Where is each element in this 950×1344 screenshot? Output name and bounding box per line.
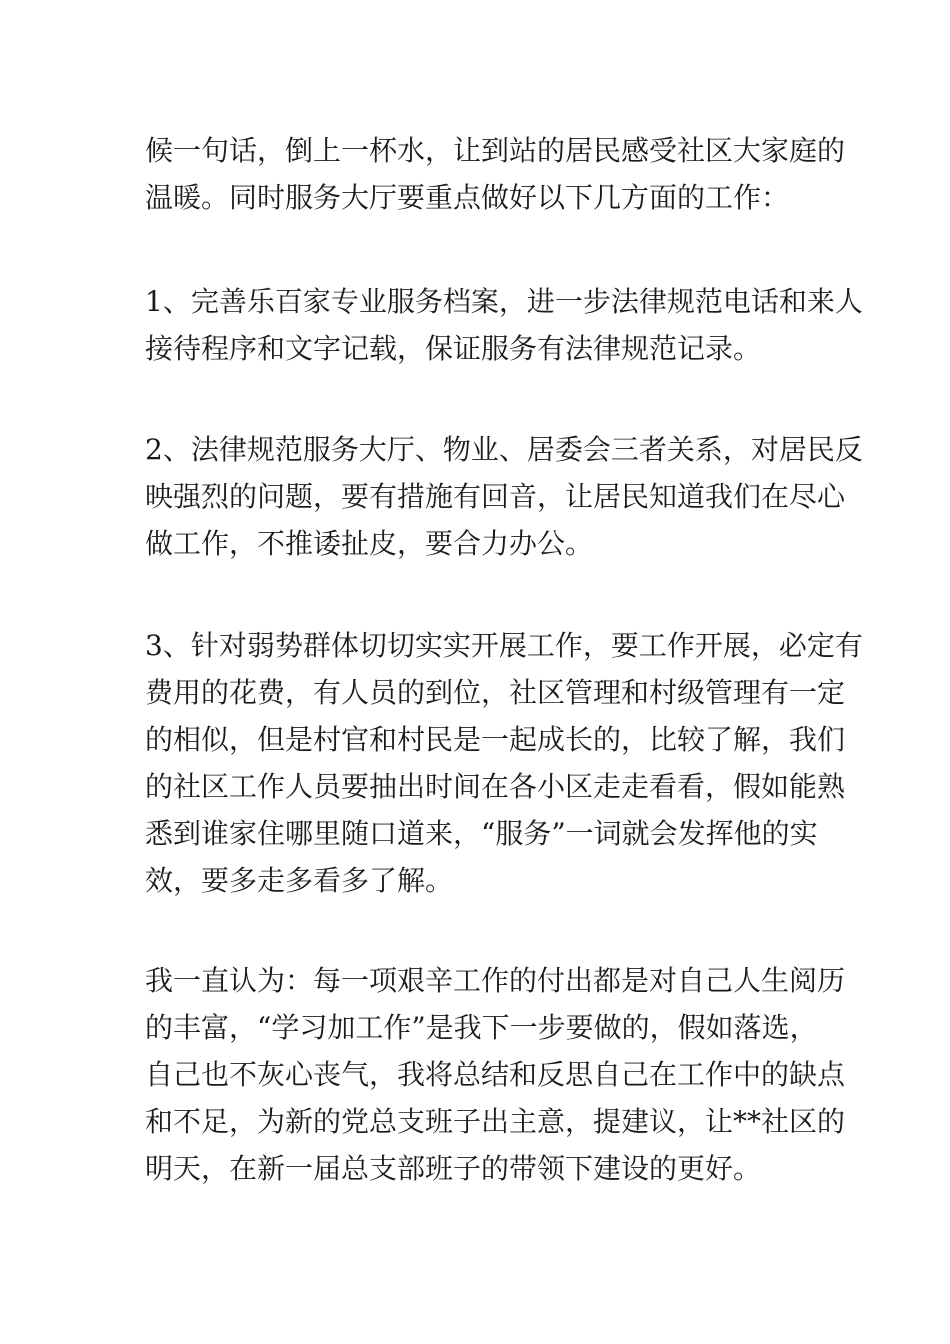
paragraph-item-1 — [145, 278, 863, 372]
text-line: 1、完善乐百家专业服务档案，进一步法律规范电话和来人 — [145, 285, 863, 318]
text-line: 效，要多走多看多了解。 — [145, 864, 454, 897]
text-line: 做工作，不推诿扯皮，要合力办公。 — [145, 527, 594, 560]
text-line: 自己也不灰心丧气，我将总结和反思自己在工作中的缺点 — [145, 1058, 846, 1091]
text-line: 的相似，但是村官和村民是一起成长的，比较了解，我们 — [145, 723, 846, 756]
text-line: 接待程序和文字记载，保证服务有法律规范记录。 — [145, 332, 762, 365]
text-line: 的丰富，“学习加工作”是我下一步要做的，假如落选， — [145, 1011, 818, 1044]
paragraph-item-2 — [145, 426, 863, 567]
paragraph-item-3 — [145, 622, 863, 904]
paragraph-conclusion — [145, 957, 846, 1192]
text-line: 映强烈的问题，要有措施有回音，让居民知道我们在尽心 — [145, 480, 846, 513]
text-line: 温暖。同时服务大厅要重点做好以下几方面的工作： — [145, 181, 790, 214]
text-line: 和不足，为新的党总支班子出主意，提建议，让**社区的 — [145, 1105, 846, 1138]
text-line: 3、针对弱势群体切切实实开展工作，要工作开展，必定有 — [145, 629, 863, 662]
text-line: 费用的花费，有人员的到位，社区管理和村级管理有一定 — [145, 676, 846, 709]
text-line: 明天，在新一届总支部班子的带领下建设的更好。 — [145, 1152, 762, 1185]
text-line: 2、法律规范服务大厅、物业、居委会三者关系，对居民反 — [145, 433, 863, 466]
text-line: 的社区工作人员要抽出时间在各小区走走看看，假如能熟 — [145, 770, 846, 803]
text-line: 我一直认为：每一项艰辛工作的付出都是对自己人生阅历 — [145, 964, 846, 997]
paragraph-intro — [145, 127, 846, 221]
text-line: 悉到谁家住哪里随口道来，“服务”一词就会发挥他的实 — [145, 817, 818, 850]
text-line: 候一句话，倒上一杯水，让到站的居民感受社区大家庭的 — [145, 134, 846, 167]
